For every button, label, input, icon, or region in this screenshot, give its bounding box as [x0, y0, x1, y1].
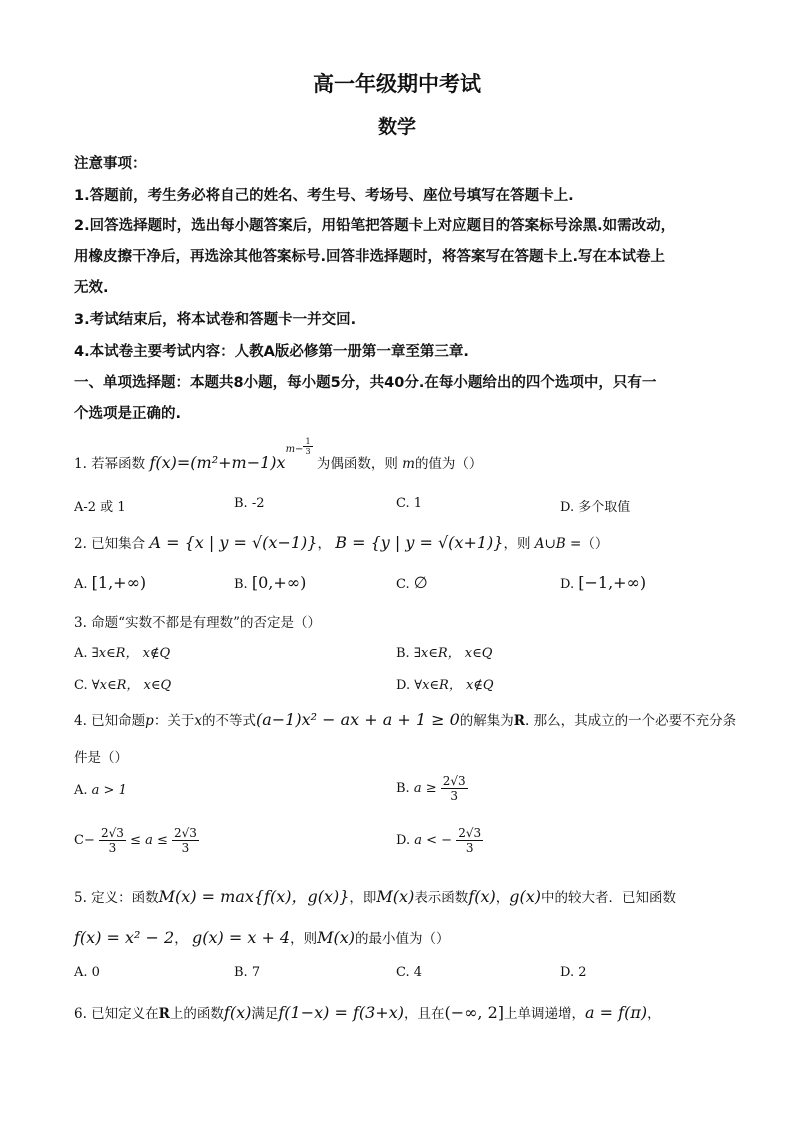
question-1-option-a[interactable]: A-2 或 1	[74, 500, 126, 515]
question-3-option-c[interactable]: C. ∀x∈R， x∈Q	[74, 678, 172, 693]
subject-title: 数学	[377, 116, 416, 138]
notes-heading: 注意事项：	[74, 156, 147, 172]
question-4-option-b[interactable]: B. a ≥ $\frac{2√3}{3}$	[396, 774, 466, 803]
question-3-option-b[interactable]: B. ∃x∈R， x∈Q	[396, 646, 493, 661]
note-2-line-3: 无效.	[74, 280, 109, 296]
note-3: 3.考试结束后，将本试卷和答题卡一并交回.	[74, 312, 357, 328]
note-1: 1.答题前，考生务必将自己的姓名、考生号、考场号、座位号填写在答题卡上.	[74, 188, 574, 204]
question-5-option-b[interactable]: B. 7	[234, 965, 261, 980]
question-2-option-d[interactable]: D. [−1,+∞)	[560, 573, 647, 592]
question-1-option-c[interactable]: C. 1	[396, 496, 423, 511]
set-a: A = {x | y = √(x−1)}	[149, 533, 318, 552]
question-5-stem-line-1: 5. 定义：函数M(x) = max{f(x)，g(x)}，即M(x)表示函数f(x)，g(x)中的较大者．已知函数	[74, 887, 676, 906]
question-3-stem: 3. 命题“实数不都是有理数”的否定是（）	[74, 615, 321, 631]
question-4-inequality: (a−1)x² − ax + a + 1 ≥ 0	[255, 710, 460, 729]
set-b: B = {y | y = √(x+1)}	[335, 533, 504, 552]
question-1-option-d[interactable]: D. 多个取值	[560, 500, 631, 515]
question-6-equation: f(1−x) = f(3+x)	[278, 1003, 404, 1022]
question-2-option-a[interactable]: A. [1,+∞)	[74, 573, 147, 592]
question-2-stem: 2. 已知集合 A = {x | y = √(x−1)}， B = {y | y = √(x+1)}，则 A∪B =（）	[74, 533, 609, 552]
note-2-line-2: 用橡皮擦干净后，再选涂其他答案标号.回答非选择题时，将答案写在答题卡上.写在本试卷上	[74, 249, 666, 265]
exam-title: 高一年级期中考试	[313, 72, 481, 96]
question-5-option-d[interactable]: D. 2	[560, 965, 587, 980]
question-1-formula: f(x)=(m²+m−1)x	[149, 453, 286, 472]
question-1-stem: 1. 若幂函数 $f(x)=(m^2+m-1)x^{m-}$ $\frac{1}{3}$ 为偶函数，则 m的值为（）	[74, 437, 483, 472]
question-5-stem-line-2: f(x) = x² − 2， g(x) = x + 4，则M(x)的最小值为（）	[74, 928, 450, 947]
question-4-option-d[interactable]: D. a < − $\frac{2√3}{3}$	[396, 826, 482, 855]
question-4-stem-line-1: 4. 已知命题p：关于x的不等式(a−1)x² − ax + a + 1 ≥ 0的解集为R. 那么，其成立的一个必要不充分条	[74, 710, 737, 729]
note-4: 4.本试卷主要考试内容：人教A版必修第一册第一章至第三章.	[74, 344, 469, 360]
question-5-option-a[interactable]: A. 0	[74, 965, 100, 980]
question-4-option-a[interactable]: A. a > 1	[74, 783, 127, 798]
question-2-option-b[interactable]: B. [0,+∞)	[234, 573, 307, 592]
question-3-option-d[interactable]: D. ∀x∈R， x∉Q	[396, 678, 494, 693]
question-5-option-c[interactable]: C. 4	[396, 965, 423, 980]
question-3-option-a[interactable]: A. ∃x∈R， x∉Q	[74, 646, 171, 661]
question-1-option-b[interactable]: B. -2	[234, 496, 265, 511]
question-4-stem-line-2: 件是（）	[74, 750, 128, 766]
section-heading-line-2: 个选项是正确的.	[74, 406, 182, 422]
note-2-line-1: 2.回答选择题时，选出每小题答案后，用铅笔把答题卡上对应题目的答案标号涂黑.如需改动，	[74, 218, 676, 234]
question-6-stem: 6. 已知定义在R上的函数f(x)满足f(1−x) = f(3+x)，且在(−∞, 2]上单调递增，a = f(π)，	[74, 1003, 661, 1022]
question-5-definition: M(x) = max{f(x)，g(x)}	[158, 887, 350, 906]
question-4-option-c[interactable]: C− $\frac{2√3}{3}$ ≤ a ≤ $\frac{2√3}{3}$	[74, 826, 197, 855]
section-heading-line-1: 一、单项选择题：本题共8小题，每小题5分，共40分.在每小题给出的四个选项中，只有一	[74, 375, 657, 391]
question-2-option-c[interactable]: C. ∅	[396, 573, 428, 592]
